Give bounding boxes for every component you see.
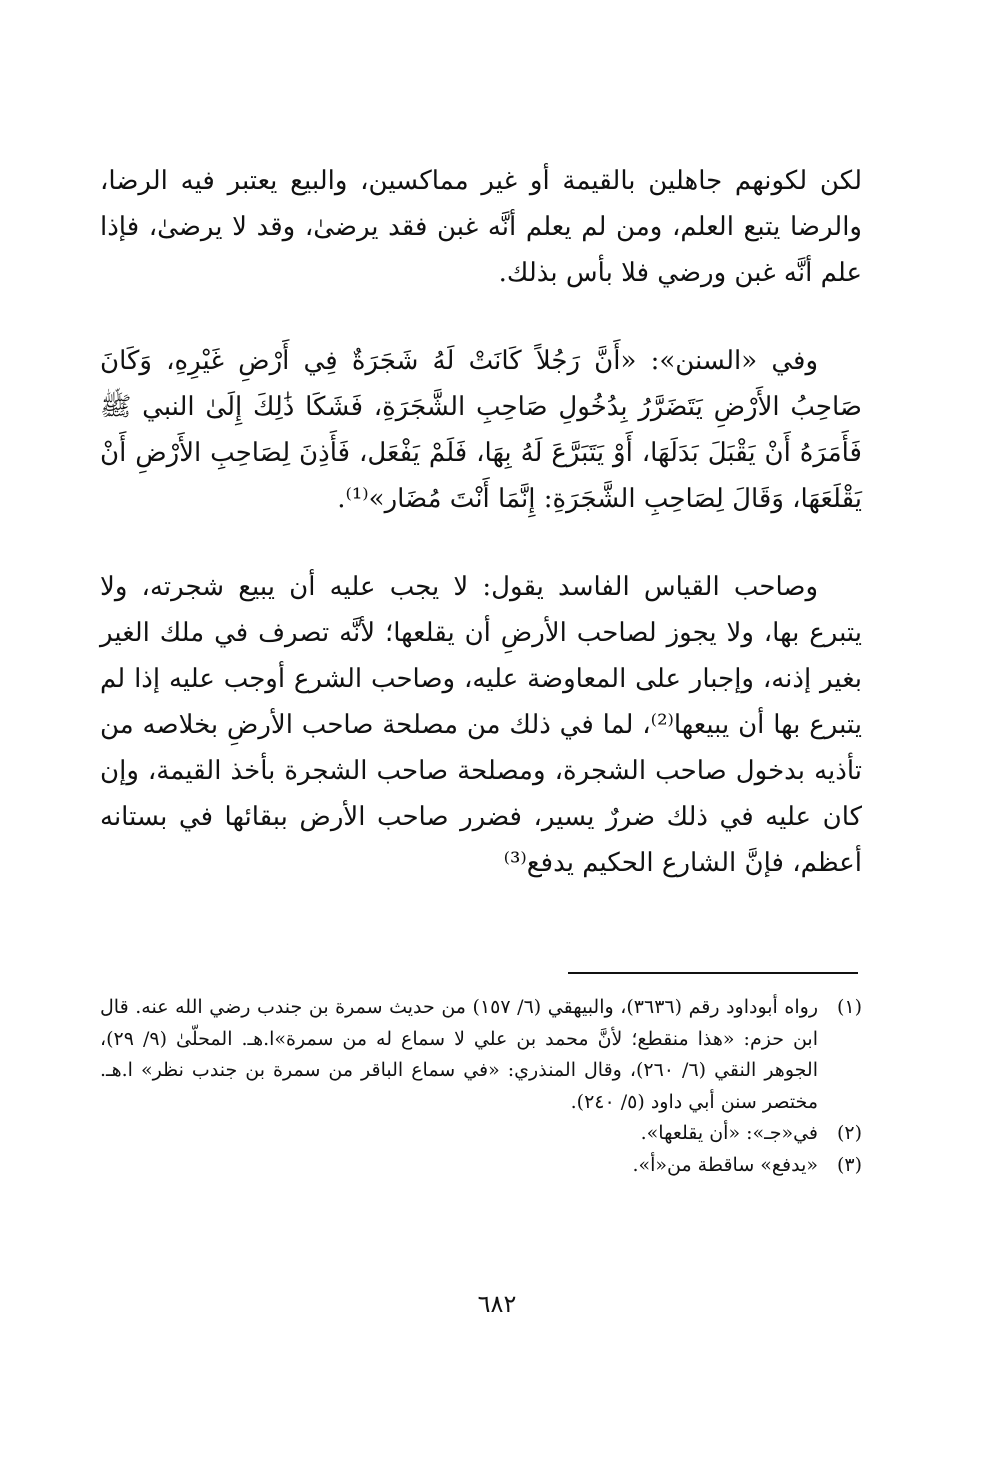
footnote-3-number: (٣) bbox=[836, 1153, 862, 1176]
footnote-separator bbox=[568, 972, 858, 974]
footnote-2-number: (٢) bbox=[836, 1122, 862, 1144]
footnote-2-text: في«جـ»: «أن يقلعها». bbox=[640, 1122, 818, 1144]
footnote-2 bbox=[100, 1118, 862, 1150]
footnote-3 bbox=[100, 1150, 862, 1182]
footnote-3-text: «يدفع» ساقطة من«أ». bbox=[632, 1153, 818, 1176]
paragraph-1: لكن لكونهم جاهلين بالقيمة أو غير مماكسين، والبيع يعتبر فيه الرضا، والرضا يتبع العلم، ومن لم يعلم أنَّه غبن فقد يرضىٰ، وقد لا يرضىٰ، فإذا علم أنَّه غبن ورضي فلا بأس بذلك. bbox=[100, 166, 862, 288]
page-number: ٦٨٢ bbox=[477, 1290, 517, 1318]
footnote-1-text: رواه أبوداود رقم (٣٦٣٦)، والبيهقي (٦/ ١٥٧) من حديث سمرة بن جندب رضي الله عنه. قال ابن حزم: «هذا منقطع؛ لأنَّ محمد بن علي لا سماع له من سمرة»ا.هـ. المحلّىٰ (٩/ ٢٩)، الجوهر النقي (٦/ ٢٦٠)، وقال المنذري: «في سماع الباقر من سمرة بن جندب نظر» ا.هـ. مختصر سنن أبي داود (٥/ ٢٤٠). bbox=[100, 996, 818, 1113]
footnote-1 bbox=[100, 992, 862, 1118]
paragraph-3: وصاحب القياس الفاسد يقول: لا يجب عليه أن يبيع شجرته، ولا يتبرع بها، ولا يجوز لصاحب الأرضِ أن يقلعها؛ لأنَّه تصرف في ملك الغير بغير إذنه، وإجبار على المعاوضة عليه، وصاحب الشرع أوجب عليه إذا لم يتبرع بها أن يبيعها⁽²⁾، لما في ذلك من مصلحة صاحب الأرضِ بخلاصه من تأذيه بدخول صاحب الشجرة، ومصلحة صاحب الشجرة بأخذ القيمة، وإن كان عليه في ذلك ضررٌ يسير، فضرر صاحب الأرض ببقائها في بستانه أعظم، فإنَّ الشارع الحكيم يدفع⁽³⁾ bbox=[100, 572, 862, 878]
footnotes bbox=[100, 992, 862, 1181]
footnote-1-number: (١) bbox=[836, 996, 862, 1018]
paragraph-2-hadith: وفي «السنن»: «أَنَّ رَجُلاً كَانَتْ لَهُ شَجَرَةٌ فِي أَرْضِ غَيْرِهِ، وَكَانَ صَاحِبُ الأَرْضِ يَتَضَرَّرُ بِدُخُولِ صَاحِبِ الشَّجَرَةِ، فَشَكَا ذَٰلِكَ إِلَىٰ النبي ﷺ فَأَمَرَهُ أَنْ يَقْبَلَ بَدَلَهَا، أَوْ يَتَبَرَّعَ لَهُ بِهَا، فَلَمْ يَفْعَل، فَأَذِنَ لِصَاحِبِ الأَرْضِ أَنْ يَقْلَعَهَا، وَقَالَ لِصَاحِبِ الشَّجَرَةِ: إِنَّمَا أَنْتَ مُضَار»⁽¹⁾. bbox=[100, 346, 862, 514]
main-text bbox=[100, 158, 862, 886]
